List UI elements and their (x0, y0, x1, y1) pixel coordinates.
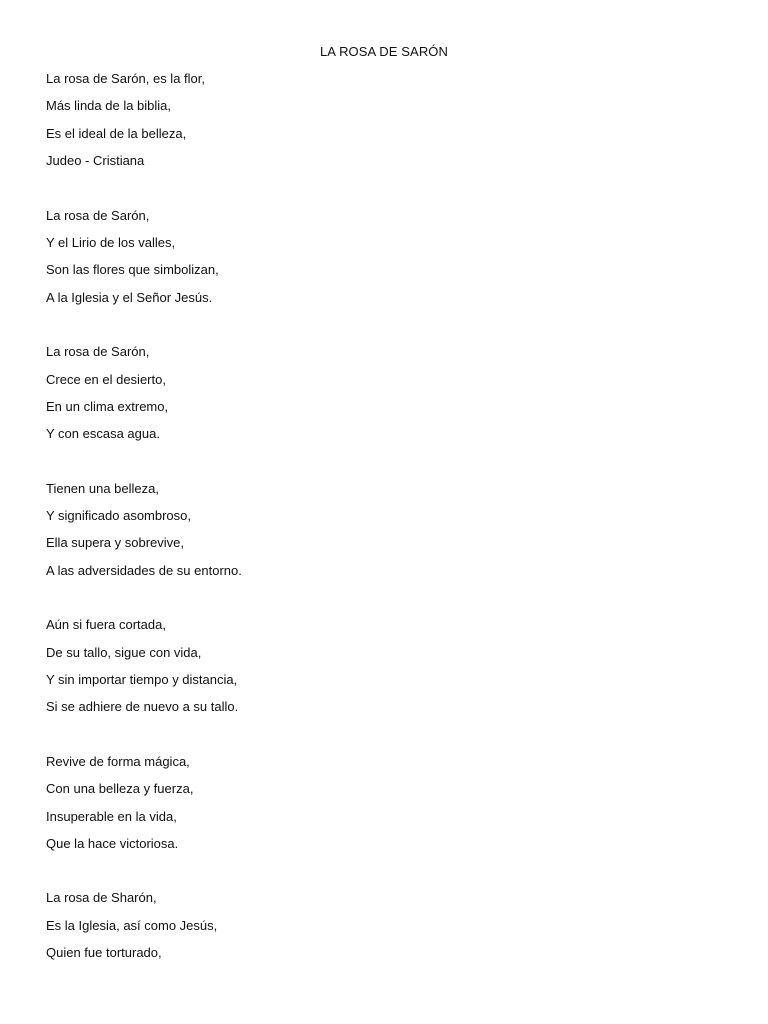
poem-line: Y el Lirio de los valles, (46, 234, 176, 250)
poem-line: Es la Iglesia, así como Jesús, (46, 917, 218, 933)
poem-line: A las adversidades de su entorno. (46, 562, 242, 578)
document-title: LA ROSA DE SARÓN (319, 44, 449, 59)
poem-line: De su tallo, sigue con vida, (46, 644, 202, 660)
poem-line: Es el ideal de la belleza, (46, 125, 187, 141)
poem-line: Y con escasa agua. (46, 426, 160, 442)
poem-line: La rosa de Sharón, (46, 890, 157, 906)
poem-line: A la Iglesia y el Señor Jesús. (46, 289, 213, 305)
poem-line: Quien fue torturado, (46, 945, 162, 961)
stanza-2 (46, 207, 726, 317)
poem-line: Que la hace victoriosa. (46, 835, 179, 851)
poem-line: Aún si fuera cortada, (46, 617, 166, 633)
poem-line: En un clima extremo, (46, 398, 169, 414)
poem-line: Si se adhiere de nuevo a su tallo. (46, 699, 239, 715)
poem-line: La rosa de Sarón, es la flor, (46, 71, 205, 86)
poem-line: Ella supera y sobrevive, (46, 535, 185, 551)
stanza-7 (46, 889, 726, 971)
poem-line: Más linda de la biblia, (46, 98, 172, 114)
poem-line: Insuperable en la vida, (46, 808, 177, 824)
poem-line: La rosa de Sarón, (46, 207, 150, 223)
poem-body (46, 70, 726, 999)
stanza-3 (46, 343, 726, 453)
poem-line: Y sin importar tiempo y distancia, (46, 672, 238, 688)
poem-line: Y significado asombroso, (46, 508, 192, 524)
stanza-1 (46, 70, 726, 180)
poem-line: Con una belleza y fuerza, (46, 781, 194, 797)
poem-line: Tienen una belleza, (46, 480, 159, 496)
stanza-4 (46, 480, 726, 590)
poem-line: Crece en el desierto, (46, 371, 166, 387)
poem-line: Son las flores que simbolizan, (46, 262, 219, 278)
stanza-6 (46, 753, 726, 863)
poem-line: La rosa de Sarón, (46, 344, 150, 360)
poem-line: Revive de forma mágica, (46, 753, 190, 769)
stanza-5 (46, 616, 726, 726)
poem-line: Judeo - Cristiana (46, 153, 145, 169)
